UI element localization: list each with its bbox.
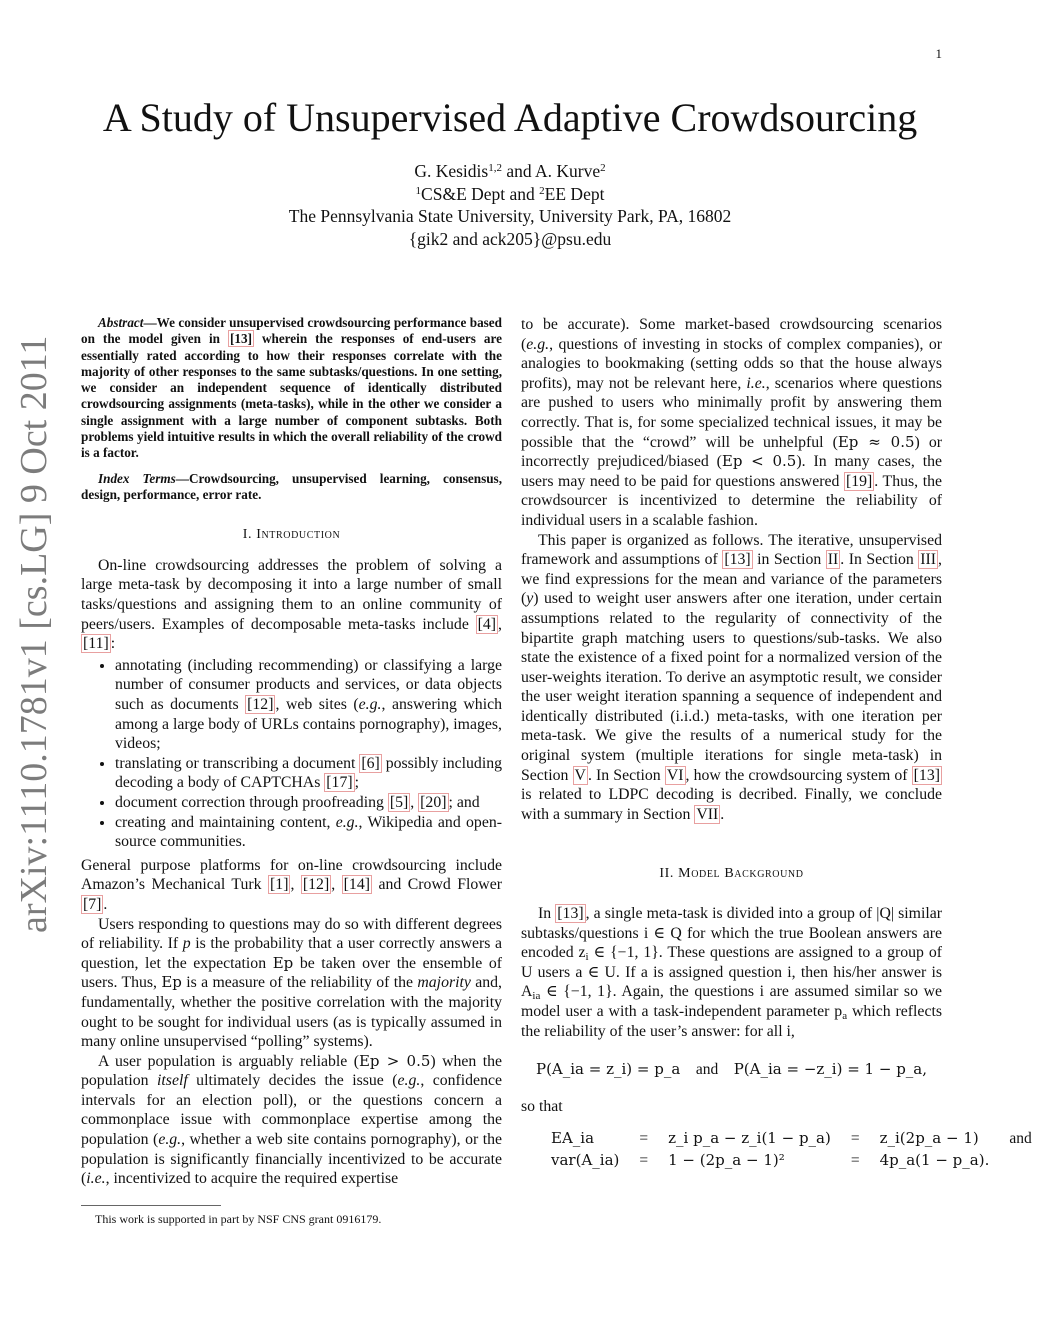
- text: is the probability that a user correctly answers a question, let the expectation: [81, 935, 502, 972]
- section-title: Model Background: [678, 866, 804, 882]
- intro-paragraph-4: [81, 1052, 502, 1189]
- citation-link[interactable]: [5]: [389, 793, 409, 811]
- citation-link[interactable]: [19]: [845, 472, 873, 490]
- equation-eq: =: [639, 1130, 649, 1148]
- equation-left: P(A_ia = z_i) = p_a: [535, 1060, 681, 1079]
- equation-and: and: [1009, 1130, 1032, 1148]
- index-terms-text: Crowdsourcing, unsupervised learning, consensus, design, performance, error rate.: [81, 470, 502, 502]
- equation-rhs: 4p_a(1 − p_a).: [879, 1150, 990, 1169]
- section-link[interactable]: V: [574, 766, 586, 784]
- footnote-divider: [81, 1205, 221, 1206]
- citation-link[interactable]: [6]: [361, 754, 380, 772]
- text: to be accurate). Some market-based crowdsourcing scenarios (: [521, 316, 942, 353]
- citation-link[interactable]: [1]: [270, 876, 289, 894]
- text: ∈ {−1, 1}. These questions are assigned to a group of U users a ∈ U. If a is assigned question i, then his/her answer is A: [521, 944, 943, 1001]
- author-block: [160, 160, 860, 250]
- text: ;: [354, 774, 360, 792]
- text: , incentivized to acquire the required expertise: [105, 1170, 399, 1188]
- text: ). In many cases, the users may need to be paid for questions answered: [521, 453, 942, 490]
- equation-row: [541, 1128, 1042, 1150]
- text: ) used to weight user answers after one iteration, under certain assumptions related to the regularity of connectivity of the bipartite graph matching users to questions/sub-tasks. We also state the existence of a fixed point for a normalized version of the user-weights iteration. To derive an asymptotic result, we consider the user weight iteration spanning a sequence of independent and identically distributed (i.i.d.) meta-tasks, with one iteration per meta-task. We give the results of a numerical study for the original system (multiple iterations for single meta-task) in Section: [521, 590, 942, 784]
- equation-row: [541, 1150, 1042, 1172]
- text: , confidence intervals for an election poll), or the questions concern a commonplace issue with commonplace expertise among the population (: [81, 1072, 502, 1149]
- text: creating and maintaining content,: [115, 813, 336, 831]
- text: , we find expressions for the mean and variance of the parameters (: [521, 551, 942, 608]
- text: , whether a web site contains pornography), or the population is significantly financially incentivized to be accurate (: [81, 1131, 503, 1188]
- left-column: [81, 315, 502, 1227]
- footnote: This work is supported in part by NSF CNS grant 0916179.: [95, 1211, 382, 1226]
- text: On-line crowdsourcing addresses the problem of solving a large meta-task by decomposing it into a large number of small tasks/questions and assigning them to an online community of peers/users. Examples of decomposable meta-tasks include: [81, 556, 502, 633]
- dept-ee: EE Dept: [544, 183, 605, 204]
- meta-task-list: [81, 656, 502, 852]
- intro-paragraph-1: [81, 556, 502, 654]
- dept-cse: CS&E Dept and: [421, 183, 540, 204]
- abstract-dash: —: [143, 315, 157, 330]
- equation-mid: z_i p_a − z_i(1 − p_a): [668, 1129, 831, 1148]
- section-link[interactable]: VII: [696, 805, 719, 823]
- math-inline: Ep < 0.5: [721, 452, 797, 471]
- abstract-text-b: wherein the responses of end-users are essentially rated according to how their responses correlate with the majority of other responses to the same subtasks/questions. In one setting, we consider an independent sequence of identically distributed crowdsourcing assignments (meta-tasks), while in the other we consider a single assignment with a large number of component subtasks. Both problems yield intuitive results in which the overall reliability of the crowd is a factor.: [81, 331, 502, 461]
- equation-and: and: [695, 1061, 719, 1079]
- text: . In Section: [840, 551, 919, 569]
- paper-title: A Study of Unsupervised Adaptive Crowdsourcing: [102, 95, 918, 140]
- text: ) when the population: [81, 1052, 502, 1090]
- text: annotating (including recommending) or classifying a large number of consumer products and services, or data objects such as documents: [115, 656, 502, 714]
- index-terms-label: Index Terms: [98, 470, 176, 486]
- text: document correction through proofreading: [115, 793, 388, 811]
- citation-link[interactable]: [13]: [913, 766, 940, 784]
- citation-link[interactable]: [7]: [83, 895, 102, 913]
- text: ) or incorrectly prejudiced/biased (: [521, 433, 943, 471]
- equation-moments: [541, 1128, 1042, 1171]
- equation-eq: =: [850, 1151, 860, 1169]
- text: ,: [331, 876, 342, 894]
- author-affiliation: The Pennsylvania State University, University Park, PA, 16802: [288, 206, 732, 226]
- text: ,: [290, 876, 301, 894]
- section-heading-introduction: [81, 525, 502, 545]
- section-link[interactable]: III: [920, 551, 937, 569]
- so-that-text: so that: [521, 1097, 563, 1115]
- text: e.g.: [526, 335, 550, 353]
- index-terms: [81, 471, 502, 504]
- text: e.g.: [158, 1131, 182, 1149]
- text: This paper is organized as follows. The iterative, unsupervised framework and assumptions of: [521, 531, 942, 569]
- text: e.g.: [335, 813, 359, 831]
- section-number: II.: [659, 866, 679, 882]
- text: i.e.: [746, 374, 766, 392]
- text: A user population is arguably reliable (: [98, 1052, 359, 1070]
- text: itself: [157, 1072, 188, 1090]
- text: ; and: [448, 793, 480, 811]
- abstract: [81, 315, 502, 462]
- text: ∈ {−1, 1}. Again, the questions i are assumed similar so we model user a with a task-independent parameter p: [521, 983, 942, 1020]
- text: .: [720, 805, 725, 823]
- equation-right: P(A_ia = −z_i) = 1 − p_a,: [733, 1060, 928, 1079]
- math-var: p: [182, 935, 191, 953]
- author-email: {gik2 and ack205}@psu.edu: [408, 228, 612, 249]
- author-kurve-affil: 2: [600, 162, 606, 174]
- citation-link[interactable]: [4]: [477, 615, 497, 633]
- author-kurve: and A. Kurve: [501, 161, 601, 181]
- abstract-label: Abstract: [98, 315, 144, 330]
- list-item: [115, 813, 502, 852]
- dept-sup-1: 1: [415, 184, 422, 197]
- intro-paragraph-2: [81, 856, 502, 915]
- text: is a measure of the reliability of the: [181, 974, 418, 992]
- list-item: [115, 754, 502, 793]
- equation-mid: 1 − (2p_a − 1)²: [668, 1150, 785, 1169]
- text: , a single meta-task is divided into a group of |Q| similar subtasks/questions i ∈ Q for which the true Boolean answers are encoded z: [521, 905, 943, 962]
- text: e.g.: [358, 696, 382, 714]
- text: be taken over the ensemble of users. Thus,: [81, 954, 503, 992]
- citation-link[interactable]: [20]: [420, 793, 447, 811]
- text: , how the crowdsourcing system of: [685, 766, 912, 784]
- text: in Section: [752, 551, 826, 569]
- math-inline: Ep ≈ 0.5: [837, 432, 915, 451]
- text: . In Section: [587, 766, 665, 784]
- section-number: I.: [242, 527, 257, 543]
- equation-eq: =: [639, 1151, 649, 1169]
- author-departments: [160, 183, 860, 206]
- right-column: [521, 315, 1032, 1172]
- text: , questions of investing in stocks of complex companies), or analogies to bookmaking (setting odds so that the house always profits), may not be relevant here,: [521, 335, 942, 392]
- text: is related to LDPC decoding is decribed. Finally, we conclude with a summary in Section: [521, 786, 942, 823]
- text: . Thus, the crowdsourcer is incentivized to determine the reliability of individual users in a scalable fashion.: [521, 472, 942, 529]
- text: i.e.: [86, 1170, 106, 1188]
- text: majority: [417, 974, 471, 992]
- text: :: [110, 635, 116, 653]
- arxiv-stamp: arXiv:1110.1781v1 [cs.LG] 9 Oct 2011: [13, 335, 55, 933]
- text: .: [103, 895, 108, 913]
- math-inline: Ep: [161, 973, 182, 992]
- math-var: y: [526, 590, 534, 608]
- author-kesidis-affil: 1,2: [488, 162, 502, 174]
- text: and Crowd Flower: [371, 876, 502, 894]
- text: Users responding to questions may do so with different degrees of reliability. If: [81, 915, 502, 953]
- text: , web sites (: [275, 696, 359, 714]
- citation-link[interactable]: [17]: [326, 774, 353, 792]
- text: , scenarios where questions are pushed to users who minimally profit by answering them correctly. That is, for some specialized technical issues, it may be possible that the “crowd” will be unhelpful (: [521, 374, 942, 451]
- equation-lhs: EA_ia: [551, 1129, 595, 1148]
- citation-link[interactable]: [11]: [83, 635, 109, 653]
- list-item: [115, 656, 502, 754]
- list-item: [115, 793, 502, 813]
- section-title: Introduction: [256, 527, 341, 543]
- text: e.g.: [397, 1072, 421, 1090]
- text: ultimately decides the issue (: [187, 1072, 398, 1090]
- text: General purpose platforms for on-line crowdsourcing include Amazon’s Mechanical Turk: [81, 856, 502, 894]
- section-link[interactable]: II: [827, 551, 839, 569]
- equation-probability: [521, 1060, 942, 1080]
- equation-spacer: [999, 1150, 1041, 1172]
- math-inline: Ep > 0.5: [358, 1051, 431, 1070]
- citation-link[interactable]: [13]: [724, 551, 751, 569]
- index-terms-dash: —: [175, 470, 189, 486]
- citation-link[interactable]: [12]: [247, 696, 274, 714]
- text: In: [538, 905, 556, 923]
- page-number: 1: [935, 46, 942, 61]
- text: , Wikipedia and open-source communities.: [115, 813, 502, 851]
- intro-paragraph-6: [521, 531, 942, 825]
- citation-link[interactable]: [13]: [229, 331, 252, 347]
- author-kesidis: G. Kesidis: [414, 161, 489, 181]
- citation-link[interactable]: [12]: [302, 876, 330, 894]
- text: ,: [498, 615, 502, 633]
- section-heading-model-background: [521, 864, 942, 884]
- text: ,: [410, 793, 419, 811]
- text: , answering which among a large body of URLs contains pornography), images, videos;: [115, 696, 502, 753]
- text: and, fundamentally, whether the positive correlation with the majority ought to be sought for individual users (as is typically assumed in many online unsupervised “polling” systems).: [81, 974, 502, 1051]
- equation-rhs: z_i(2p_a − 1): [879, 1129, 979, 1148]
- abstract-text-a: We consider unsupervised crowdsourcing performance based on the model given in: [81, 315, 502, 347]
- text: possibly including decoding a body of CAPTCHAs: [115, 754, 503, 792]
- intro-paragraph-3: [81, 915, 502, 1052]
- citation-link[interactable]: [14]: [343, 876, 370, 894]
- section-link[interactable]: VI: [666, 766, 684, 784]
- dept-sup-2: 2: [539, 184, 545, 197]
- author-names: [160, 160, 860, 183]
- citation-link[interactable]: [13]: [557, 905, 584, 923]
- equation-eq: =: [850, 1130, 860, 1148]
- text: translating or transcribing a document: [115, 754, 360, 772]
- model-paragraph-1: [521, 904, 942, 1041]
- equation-lhs: var(A_ia): [551, 1150, 620, 1169]
- text: which reflects the reliability of the user’s answer: for all i,: [521, 1003, 942, 1040]
- math-sub: ia: [532, 990, 541, 1003]
- math-sub: i: [585, 951, 589, 964]
- math-sub: a: [842, 1010, 848, 1022]
- math-inline: Ep: [272, 953, 294, 972]
- intro-paragraph-5: [521, 315, 942, 531]
